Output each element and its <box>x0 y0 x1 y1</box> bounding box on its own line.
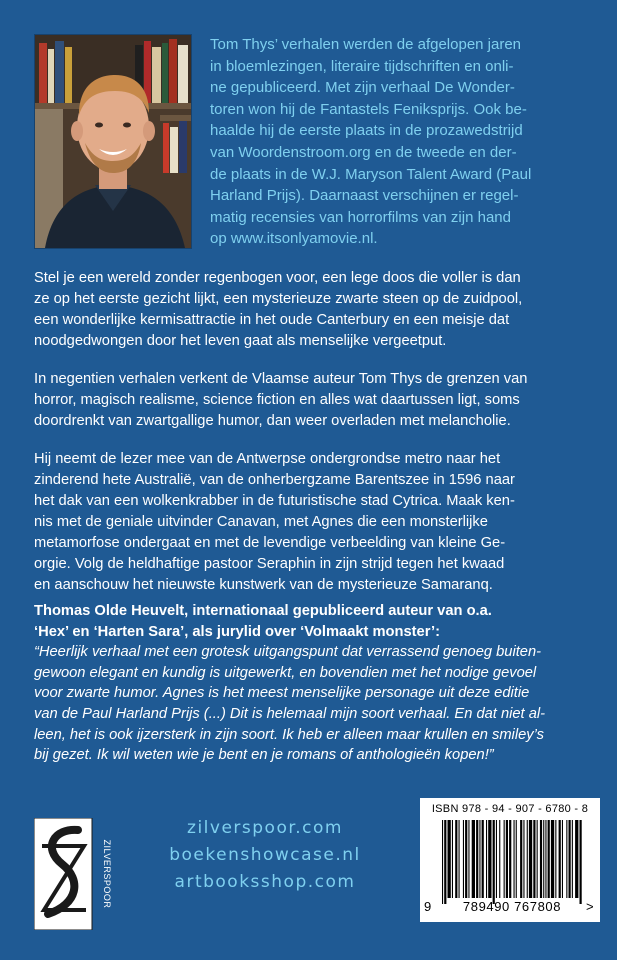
barcode-bar <box>509 820 511 898</box>
barcode-bar <box>496 820 497 898</box>
barcode-bar <box>562 820 563 898</box>
barcode-bar <box>459 820 460 898</box>
barcode-bar <box>499 820 500 898</box>
link-boekenshowcase[interactable]: boekenshowcase.nl <box>169 845 361 865</box>
blurb-line: Stel je een wereld zonder regenbogen voor, een lege doos die voller is dan <box>34 270 521 286</box>
barcode-bar <box>448 820 451 898</box>
review-quote-line: voor zwarte humor. Agnes is het meest menselijke personage uit deze editie <box>34 685 530 702</box>
barcode-bar <box>442 820 443 904</box>
review-quote-line: leen, het is ook ijzersterk in zijn soort. Ik heb er alleen maar krullen en smiley’s <box>34 726 544 743</box>
review-block <box>34 601 594 766</box>
bio-line: ne gepubliceerd. Met zijn verhaal De Wonder- <box>210 79 515 97</box>
blurb-line: zinderend hete Australië, van de onherbergzame Barentszee in 1596 naar <box>34 472 515 488</box>
barcode-bar <box>523 820 524 898</box>
barcode-bar <box>529 820 532 898</box>
blurb-paragraph-1 <box>34 268 592 352</box>
barcode-bar <box>555 820 556 898</box>
bio-line: matig recensies van horrorfilms van zijn hand <box>210 208 511 226</box>
barcode-first-digit: 9 <box>424 899 432 914</box>
barcode-bar <box>566 820 567 898</box>
barcode-digit-groups: 789490 767808 <box>462 899 562 914</box>
bio-line: van Woordenstroom.org en de tweede en der- <box>210 143 517 161</box>
barcode-bar <box>516 820 517 898</box>
barcode-bar <box>548 820 550 898</box>
blurb-line: noodgedwongen door het leven gaat als menselijke vergeetput. <box>34 333 447 349</box>
review-quote-line: gewoon elegant en kundig is uitgewerkt, en bovendien met het nodige gevoel <box>34 664 537 681</box>
barcode-bar <box>463 820 464 898</box>
publisher-links <box>150 815 380 896</box>
blurb-line: orgie. Volg de heldhaftige pastoor Seraphin in zijn strijd tegen het kwaad <box>34 556 505 572</box>
bio-line: toren won hij de Fantastels Feniksprijs. Ook be- <box>210 100 527 118</box>
review-quote-line: van de Paul Harland Prijs (...) Dit is helemaal mijn soort verhaal. En dat niet al- <box>34 705 546 722</box>
review-quote-line: bij gezet. Ik wil weten wie je bent en je romans of anthologieën kopen!” <box>34 747 494 764</box>
barcode-bar <box>479 820 480 898</box>
bio-line: de plaats in de W.J. Maryson Talent Award (Paul <box>210 165 532 183</box>
isbn-barcode <box>420 798 600 922</box>
barcode-bar <box>520 820 522 898</box>
barcode-bar <box>572 820 573 898</box>
barcode-end-mark: > <box>586 899 594 914</box>
barcode-bar <box>488 820 491 898</box>
barcode-bar <box>455 820 457 898</box>
isbn-label: ISBN 978 - 94 - 907 - 6780 - 8 <box>431 803 589 815</box>
barcode-digits <box>420 899 600 915</box>
blurb-line: nis met de geniale uitvinder Canavan, met Agnes die een monsterlijke <box>34 514 488 530</box>
barcode-bar <box>569 820 571 898</box>
bio-line: in bloemlezingen, literaire tijdschriften en onli- <box>210 57 514 75</box>
review-heading-line: Thomas Olde Heuvelt, internationaal gepubliceerd auteur van o.a. <box>34 603 492 619</box>
blurb-line: horror, magisch realisme, science fiction en alles wat daartussen ligt, soms <box>34 392 520 408</box>
barcode-bar <box>559 820 561 898</box>
barcode-bar <box>504 820 505 898</box>
barcode-bar <box>580 820 582 904</box>
barcode-bar <box>468 820 469 898</box>
barcode-bar <box>533 820 535 898</box>
blurb-line: het dak van een wolkenkrabber in de futuristische stad Cytrica. Maak ken- <box>34 493 515 509</box>
blurb-paragraph-3 <box>34 449 592 596</box>
barcode-bar <box>472 820 475 898</box>
barcode-bar <box>486 820 487 898</box>
blurb-line: In negentien verhalen verkent de Vlaamse auteur Tom Thys de grenzen van <box>34 371 528 387</box>
bio-line: Harland Prijs). Daarnaast verschijnen er regel- <box>210 187 519 205</box>
barcode-bar <box>506 820 508 898</box>
barcode-bar <box>465 820 467 898</box>
barcode-bar <box>575 820 578 898</box>
barcode-bar <box>452 820 453 898</box>
barcode-bar <box>537 820 538 898</box>
barcode-bar <box>476 820 478 898</box>
bio-line: op www.itsonlyamovie.nl. <box>210 230 378 248</box>
review-quote-line: “Heerlijk verhaal met een grotesk uitgangspunt dat verrassend genoeg buiten- <box>34 644 542 661</box>
bio-line: Tom Thys’ verhalen werden de afgelopen jaren <box>210 36 522 53</box>
blurb-line: een wonderlijke kermisattractie in het oude Canterbury en een meisje dat <box>34 312 510 328</box>
blurb-line: en aanschouw het nieuwste kunstwerk van de mysterieuze Samaranq. <box>34 577 493 593</box>
barcode-bar <box>514 820 515 898</box>
blurb-line: metamorfose ondergaat en met de levendige verbeelding van kleine Ge- <box>34 535 506 551</box>
barcode-bar <box>493 820 495 904</box>
link-zilverspoor[interactable]: zilverspoor.com <box>187 818 343 838</box>
barcode-bar <box>527 820 528 898</box>
barcode-bar <box>540 820 542 898</box>
review-heading-line: ‘Hex’ en ‘Harten Sara’, als jurylid over ‘Volmaakt monster’: <box>34 623 440 640</box>
blurb-paragraph-2 <box>34 369 592 432</box>
author-bio <box>210 34 600 250</box>
barcode-bar <box>444 820 446 904</box>
blurb-line: ze op het eerste gezicht lijkt, een mysterieuze zwarte steen op de zuidpool, <box>34 291 523 307</box>
publisher-logo <box>34 818 112 930</box>
barcode-bar <box>543 820 544 898</box>
blurb-line: Hij neemt de lezer mee van de Antwerpse ondergrondse metro naar het <box>34 451 501 467</box>
barcode-bar <box>551 820 554 898</box>
link-artbooksshop[interactable]: artbooksshop.com <box>174 872 356 892</box>
barcode-bar <box>545 820 546 898</box>
barcode-bar <box>482 820 484 898</box>
author-photo <box>34 34 192 249</box>
publisher-name: ZILVERSPOOR <box>102 839 112 909</box>
bio-line: haalde hij de eerste plaats in de prozawedstrijd <box>210 122 523 140</box>
blurb-line: doordrenkt van zwartgallige humor, dan weer overladen met melancholie. <box>34 413 511 429</box>
